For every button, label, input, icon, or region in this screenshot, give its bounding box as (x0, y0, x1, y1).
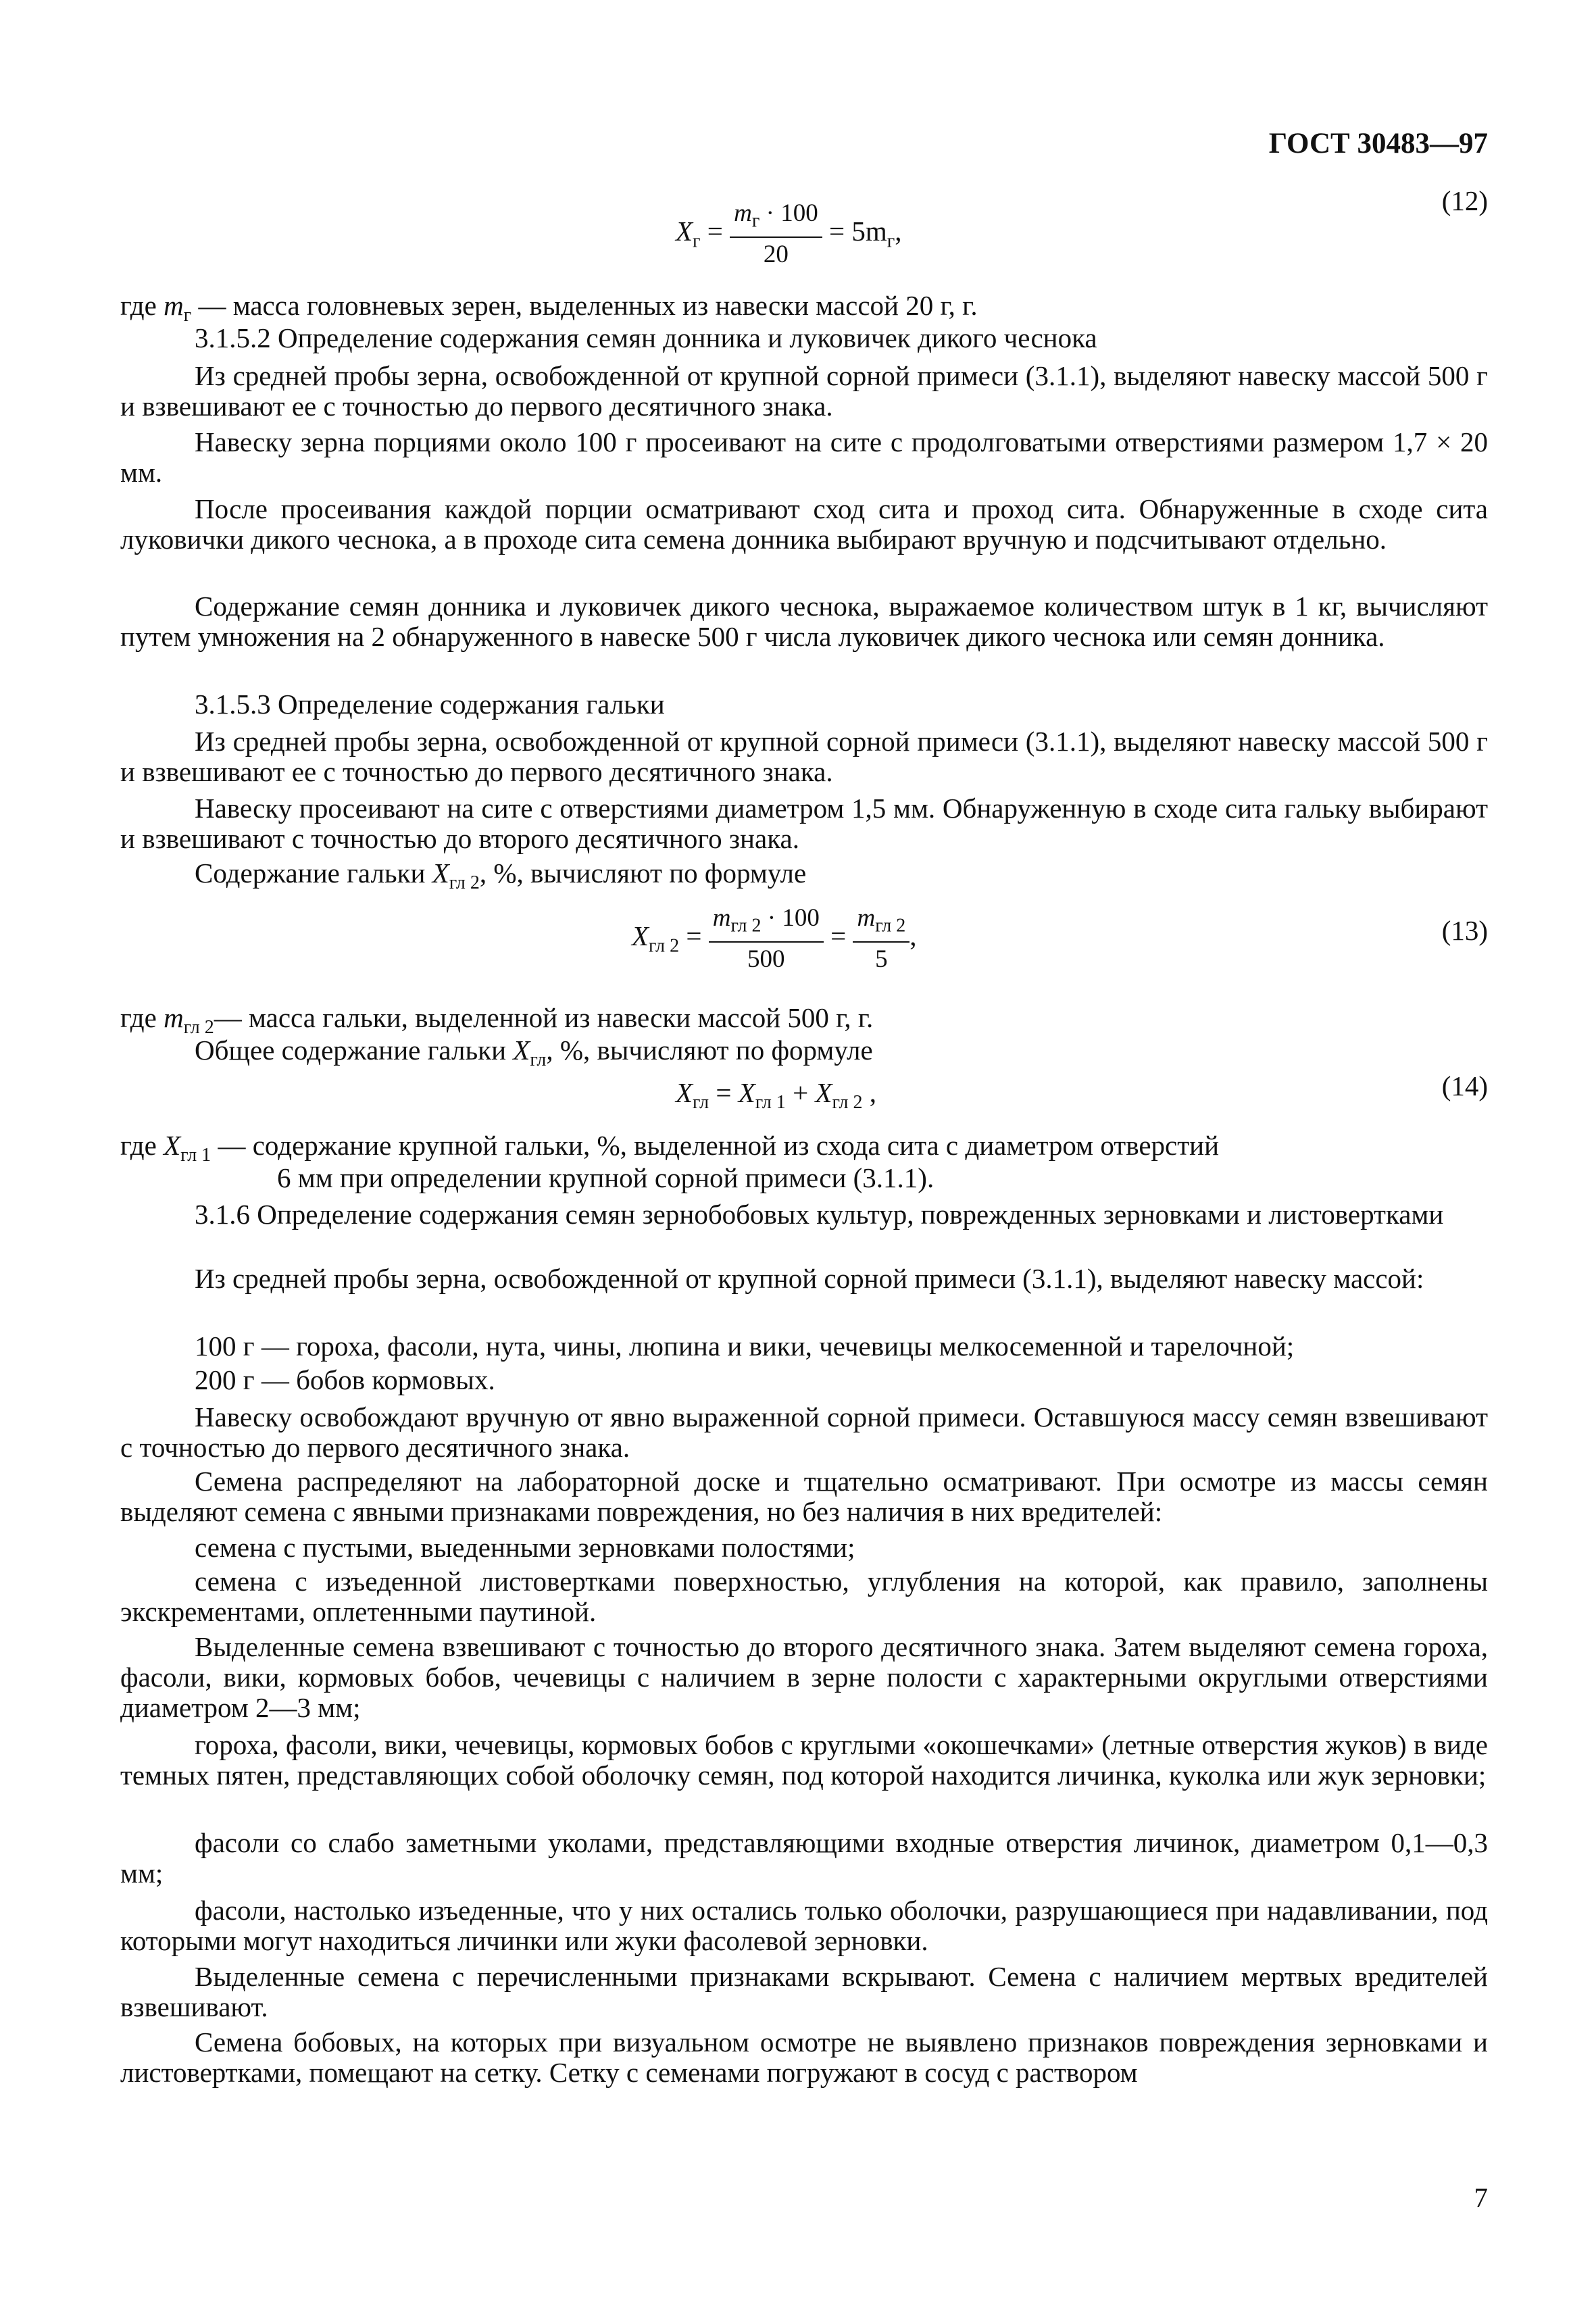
where-12-rest: — масса головневых зерен, выделенных из навески массой 20 г, г. (191, 290, 978, 321)
formula-12-fraction (730, 199, 822, 269)
formula-13-fraction-1 (709, 904, 824, 974)
where-14-pre: где (120, 1130, 164, 1161)
f14-t2: X (815, 1077, 832, 1108)
paragraph: Из средней пробы зерна, освобожденной от крупной сорной примеси (3.1.1), выделяют навеску массой: (195, 1263, 1424, 1294)
p8-pre: Общее содержание гальки (195, 1035, 514, 1066)
f12-den: 20 (763, 241, 789, 269)
document-code-header: ГОСТ 30483—97 (1268, 128, 1488, 159)
f12-num-rest: · 100 (759, 199, 818, 227)
where-13-rest: — масса гальки, выделенной из навески массой 500 г, г. (214, 1002, 874, 1033)
where-14-continuation: 6 мм при определении крупной сорной примеси (3.1.1). (277, 1162, 934, 1193)
paragraph: Выделенные семена взвешивают с точностью до второго десятичного знака. Затем выделяют семена гороха, фасоли, вики, кормовых бобов, чечевицы с наличием в зерне полости с характерными округлыми отверстиями диаметром 2—3 мм; (120, 1631, 1488, 1723)
f13-num2-m: m (857, 904, 876, 932)
f13-num2-sub: гл 2 (875, 915, 906, 937)
p7-pre: Содержание гальки (195, 857, 432, 889)
paragraph: Навеску зерна порциями около 100 г просеивают на сите с продолговатыми отверстиями размером 1,7 × 20 мм. (120, 426, 1488, 488)
where-14-rest: — содержание крупной гальки, %, выделенной из схода сита с диаметром отверстий (211, 1130, 1220, 1161)
where-14-sub: гл 1 (180, 1145, 211, 1166)
paragraph: Содержание семян донника и луковичек дикого чеснока, выражаемое количеством штук в 1 кг, вычисляют путем умножения на 2 обнаруженного в навеске 500 г числа луковичек дикого чеснока или семян донника. (120, 591, 1488, 652)
paragraph: 100 г — гороха, фасоли, нута, чины, люпина и вики, чечевицы мелкосеменной и тарелочной; (195, 1330, 1295, 1362)
p8-sym: X (513, 1035, 530, 1066)
paragraph-pebble-formula-intro (120, 858, 1488, 898)
f12-rhs: = 5m (828, 216, 887, 247)
equals-sign: = (686, 920, 702, 952)
where-12-pre: где (120, 290, 164, 321)
page-number: 7 (1474, 2182, 1488, 2213)
paragraph: Из средней пробы зерна, освобожденной от крупной сорной примеси (3.1.1), выделяют навеску массой 500 г и взвешивают ее с точностью до первого десятичного знака. (120, 360, 1488, 422)
p7-rest: , %, вычисляют по формуле (479, 857, 807, 889)
f14-tail: , (862, 1077, 877, 1108)
formula-12-number: (12) (1441, 185, 1488, 216)
f12-tail: , (895, 216, 902, 247)
p7-sym: X (432, 857, 449, 889)
formula-14-number: (14) (1441, 1070, 1488, 1101)
paragraph: Навеску освобождают вручную от явно выраженной сорной примеси. Оставшуюся массу семян взвешивают с точностью до первого десятичного знака. (120, 1401, 1488, 1463)
f14-lhs: X (676, 1077, 693, 1108)
f14-t1: X (738, 1077, 755, 1108)
paragraph: Из средней пробы зерна, освобожденной от крупной сорной примеси (3.1.1), выделяют навеску массой 500 г и взвешивают ее с точностью до первого десятичного знака. (120, 726, 1488, 787)
f14-lhs-sub: гл (693, 1092, 709, 1114)
f13-lhs-sub: гл 2 (649, 935, 680, 957)
formula-13 (632, 904, 916, 974)
where-12-sym: m (164, 290, 184, 321)
f13-lhs: X (632, 920, 649, 952)
paragraph: гороха, фасоли, вики, чечевицы, кормовых бобов с круглыми «окошечками» (летные отверстия жуков) в виде темных пятен, представляющих собой оболочку семян, под которой находится личинка, куколка или жук зерновки; (120, 1729, 1488, 1791)
paragraph-total-pebble-intro (120, 1035, 1488, 1075)
f14-eq: = (709, 1077, 739, 1108)
section-3-1-5-3-title: 3.1.5.3 Определение содержания гальки (195, 689, 665, 720)
f13-num-rest: · 100 (761, 904, 820, 932)
formula-12-lhs-sub: г (693, 230, 701, 252)
where-13-sub: гл 2 (183, 1017, 214, 1039)
f12-num-sub: г (751, 210, 760, 232)
paragraph: Семена распределяют на лабораторной доске и тщательно осматривают. При осмотре из массы семян выделяют семена с явными признаками повреждения, но без наличия в них вредителей: (120, 1466, 1488, 1527)
formula-12 (676, 199, 901, 269)
paragraph: фасоли, настолько изъеденные, что у них остались только оболочки, разрушающиеся при надавливании, под которыми могут находиться личинки или жуки фасолевой зерновки. (120, 1895, 1488, 1956)
equals-sign: = (707, 216, 723, 247)
f14-t2-sub: гл 2 (832, 1092, 863, 1114)
formula-13-fraction-2 (853, 904, 909, 974)
f13-den2: 5 (875, 945, 888, 974)
f14-t1-sub: гл 1 (755, 1092, 786, 1114)
where-13-pre: где (120, 1002, 164, 1033)
formula-14 (676, 1078, 876, 1118)
paragraph: семена с изъеденной листовертками поверхностью, углубления на которой, как правило, заполнены экскрементами, оплетенными паутиной. (120, 1566, 1488, 1627)
section-3-1-6-title: 3.1.6 Определение содержания семян зернобобовых культур, поврежденных зерновками и листовертками (195, 1199, 1444, 1230)
p8-rest: , %, вычисляют по формуле (546, 1035, 873, 1066)
paragraph: Семена бобовых, на которых при визуальном осмотре не выявлено признаков повреждения зерновками и листовертками, помещают на сетку. Сетку с семенами погружают в сосуд с раствором (120, 2026, 1488, 2088)
f12-rhs-sub: г (887, 230, 895, 252)
f13-num-sub: гл 2 (730, 915, 762, 937)
p7-sub: гл 2 (449, 872, 480, 894)
equals-sign: = (830, 920, 847, 952)
formula-12-lhs: X (676, 216, 693, 247)
f14-plus: + (785, 1077, 816, 1108)
f13-tail: , (909, 920, 917, 952)
paragraph: 200 г — бобов кормовых. (195, 1364, 495, 1395)
formula-13-number: (13) (1441, 915, 1488, 946)
f13-num-m: m (712, 904, 731, 932)
f13-den: 500 (747, 945, 785, 974)
paragraph: семена с пустыми, выеденными зерновками полостями; (195, 1532, 855, 1563)
where-13-sym: m (164, 1002, 184, 1033)
paragraph: Навеску просеивают на сите с отверстиями диаметром 1,5 мм. Обнаруженную в сходе сита гальку выбирают и взвешивают с точностью до второго десятичного знака. (120, 793, 1488, 854)
paragraph: Выделенные семена с перечисленными признаками вскрывают. Семена с наличием мертвых вредителей взвешивают. (120, 1961, 1488, 2022)
p8-sub: гл (530, 1049, 547, 1071)
paragraph: фасоли со слабо заметными уколами, представляющими входные отверстия личинок, диаметром 0,1—0,3 мм; (120, 1827, 1488, 1889)
paragraph: После просеивания каждой порции осматривают сход сита и проход сита. Обнаруженные в сходе сита луковички дикого чеснока, а в проходе сита семена донника выбирают вручную и подсчитывают отдельно. (120, 493, 1488, 555)
section-3-1-5-2-title: 3.1.5.2 Определение содержания семян донника и луковичек дикого чеснока (195, 322, 1097, 353)
where-14-sym: X (164, 1130, 181, 1161)
where-12-sub: г (183, 305, 192, 326)
f12-num-m: m (734, 199, 752, 227)
